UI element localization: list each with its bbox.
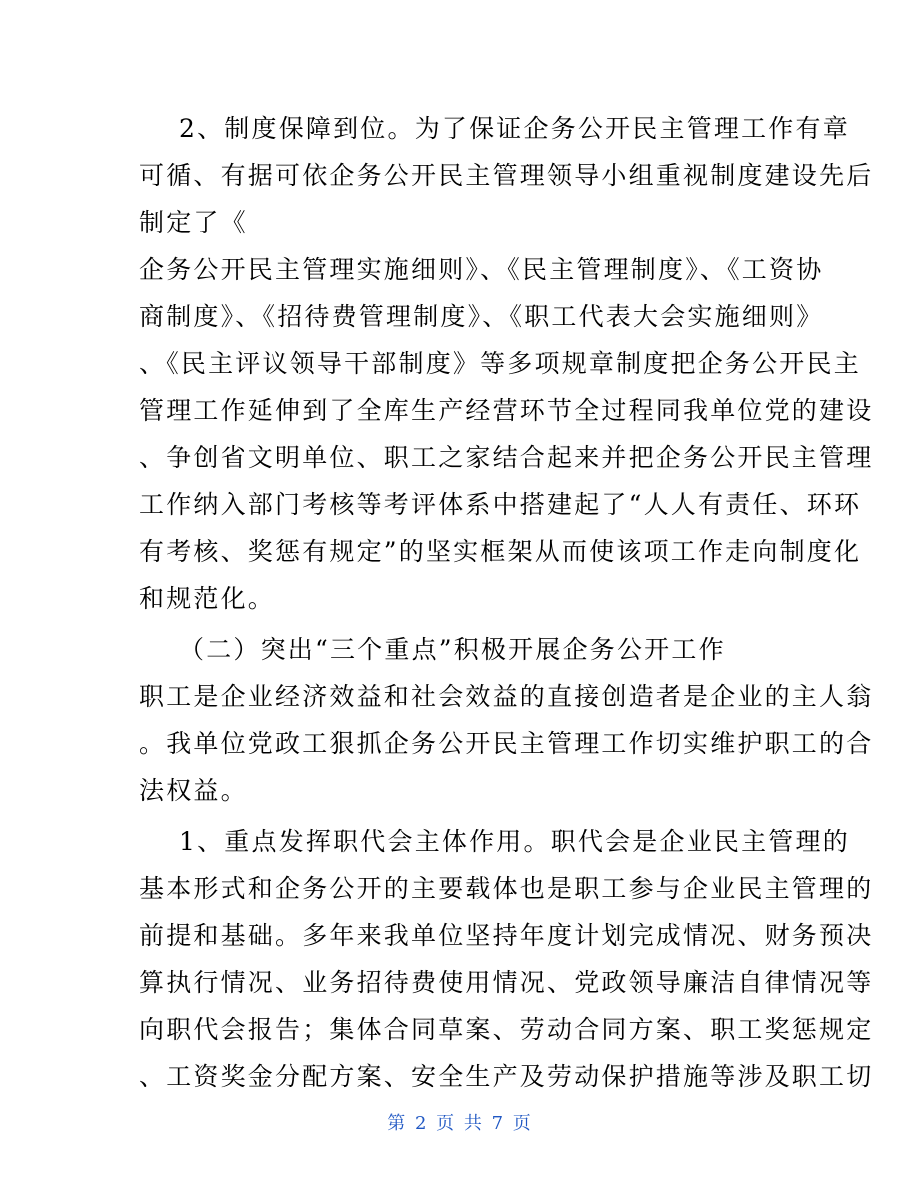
- text-line: 。我单位党政工狠抓企务公开民主管理工作切实维护职工的合: [139, 729, 874, 758]
- text-line: 管理工作延伸到了全库生产经营环节全过程同我单位党的建设: [139, 396, 874, 425]
- text-line: 基本形式和企务公开的主要载体也是职工参与企业民主管理的: [139, 874, 874, 903]
- text-line: （二）突出“三个重点”积极开展企务公开工作: [179, 635, 726, 664]
- text-line: 有考核、奖惩有规定”的坚实框架从而使该项工作走向制度化: [139, 537, 862, 566]
- page-footer: 第 2 页 共 7 页: [387, 1113, 533, 1134]
- document-body: [139, 105, 874, 1100]
- text-line: 企务公开民主管理实施细则》、《民主管理制度》、《工资协: [139, 255, 824, 284]
- text-line: 、工资奖金分配方案、安全生产及劳动保护措施等涉及职工切: [139, 1062, 874, 1091]
- text-line: 2、制度保障到位。为了保证企务公开民主管理工作有章: [179, 114, 850, 143]
- text-line: 可循、有据可依企务公开民主管理领导小组重视制度建设先后: [139, 161, 874, 190]
- text-line: 前提和基础。多年来我单位坚持年度计划完成情况、财务预决: [139, 921, 874, 950]
- text-line: 算执行情况、业务招待费使用情况、党政领导廉洁自律情况等: [139, 968, 874, 997]
- text-line: 商制度》、《招待费管理制度》、《职工代表大会实施细则》: [139, 302, 824, 331]
- text-line: 工作纳入部门考核等考评体系中搭建起了“人人有责任、环环: [139, 490, 862, 519]
- text-line: 1、重点发挥职代会主体作用。职代会是企业民主管理的: [179, 827, 850, 856]
- text-line: 、《民主评议领导干部制度》等多项规章制度把企务公开民主: [139, 349, 861, 378]
- text-line: 和规范化。: [139, 584, 276, 613]
- text-line: 职工是企业经济效益和社会效益的直接创造者是企业的主人翁: [139, 682, 874, 711]
- text-line: 向职代会报告；集体合同草案、劳动合同方案、职工奖惩规定: [139, 1015, 874, 1044]
- text-line: 、争创省文明单位、职工之家结合起来并把企务公开民主管理: [139, 443, 874, 472]
- text-line: 制定了《: [139, 208, 248, 237]
- text-line: 法权益。: [139, 776, 248, 805]
